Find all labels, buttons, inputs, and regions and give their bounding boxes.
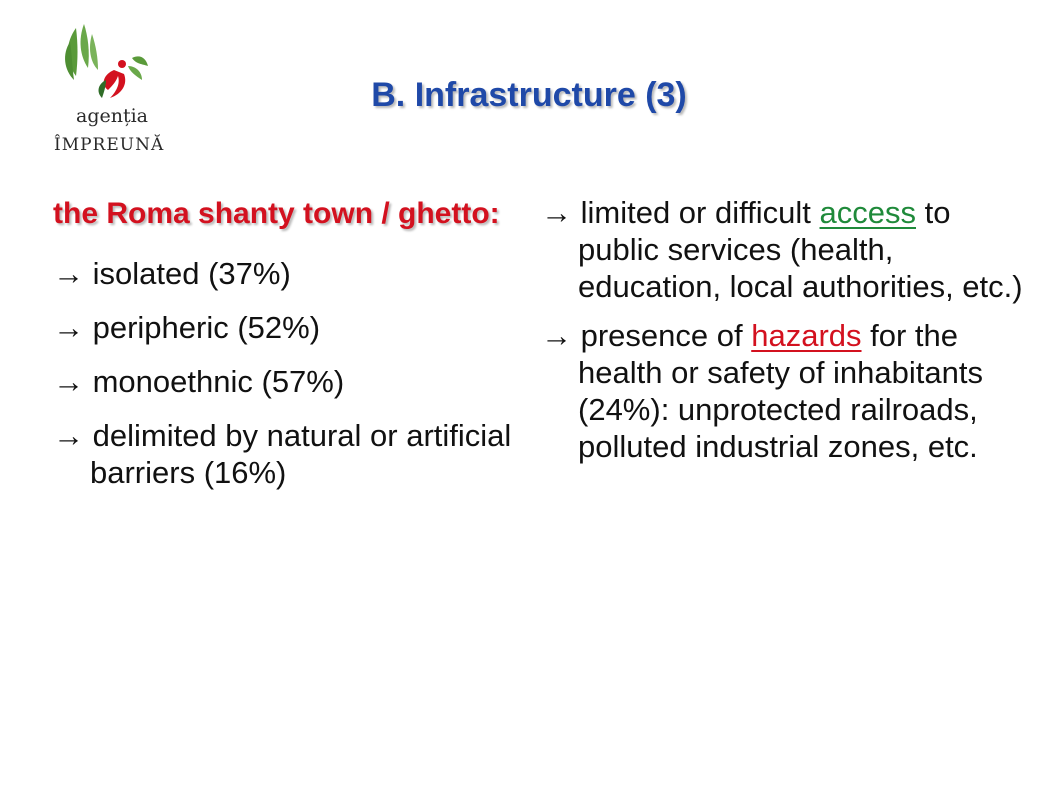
- logo-text-agentia: agenția: [76, 105, 149, 127]
- list-item-peripheric: → peripheric (52%): [53, 310, 321, 345]
- list-item-hazards: [541, 317, 1036, 465]
- left-column: [53, 190, 523, 491]
- list-item-access: [541, 194, 1036, 305]
- access-keyword: access: [819, 195, 916, 230]
- list-item-isolated: → isolated (37%): [53, 256, 291, 291]
- hazards-keyword: hazards: [751, 318, 862, 353]
- access-text-after: to public services (health, education, local authorities, etc.): [578, 195, 1023, 304]
- list-item-monoethnic: → monoethnic (57%): [53, 364, 345, 399]
- slide-title: B. Infrastructure (3): [371, 76, 687, 114]
- logo-text-impreuna: ÎMPREUNĂ: [54, 135, 165, 155]
- list-item-delimited: → delimited by natural or artificial barriers (16%): [53, 418, 512, 490]
- hazards-text-after: for the health or safety of inhabitants (24%): unprotected railroads, polluted industrial zones, etc.: [578, 318, 983, 464]
- left-heading: the Roma shanty town / ghetto:: [53, 197, 500, 230]
- hazards-text-before: → presence of: [541, 318, 752, 353]
- right-column: [541, 190, 1036, 465]
- access-text-before: → limited or difficult: [541, 195, 820, 230]
